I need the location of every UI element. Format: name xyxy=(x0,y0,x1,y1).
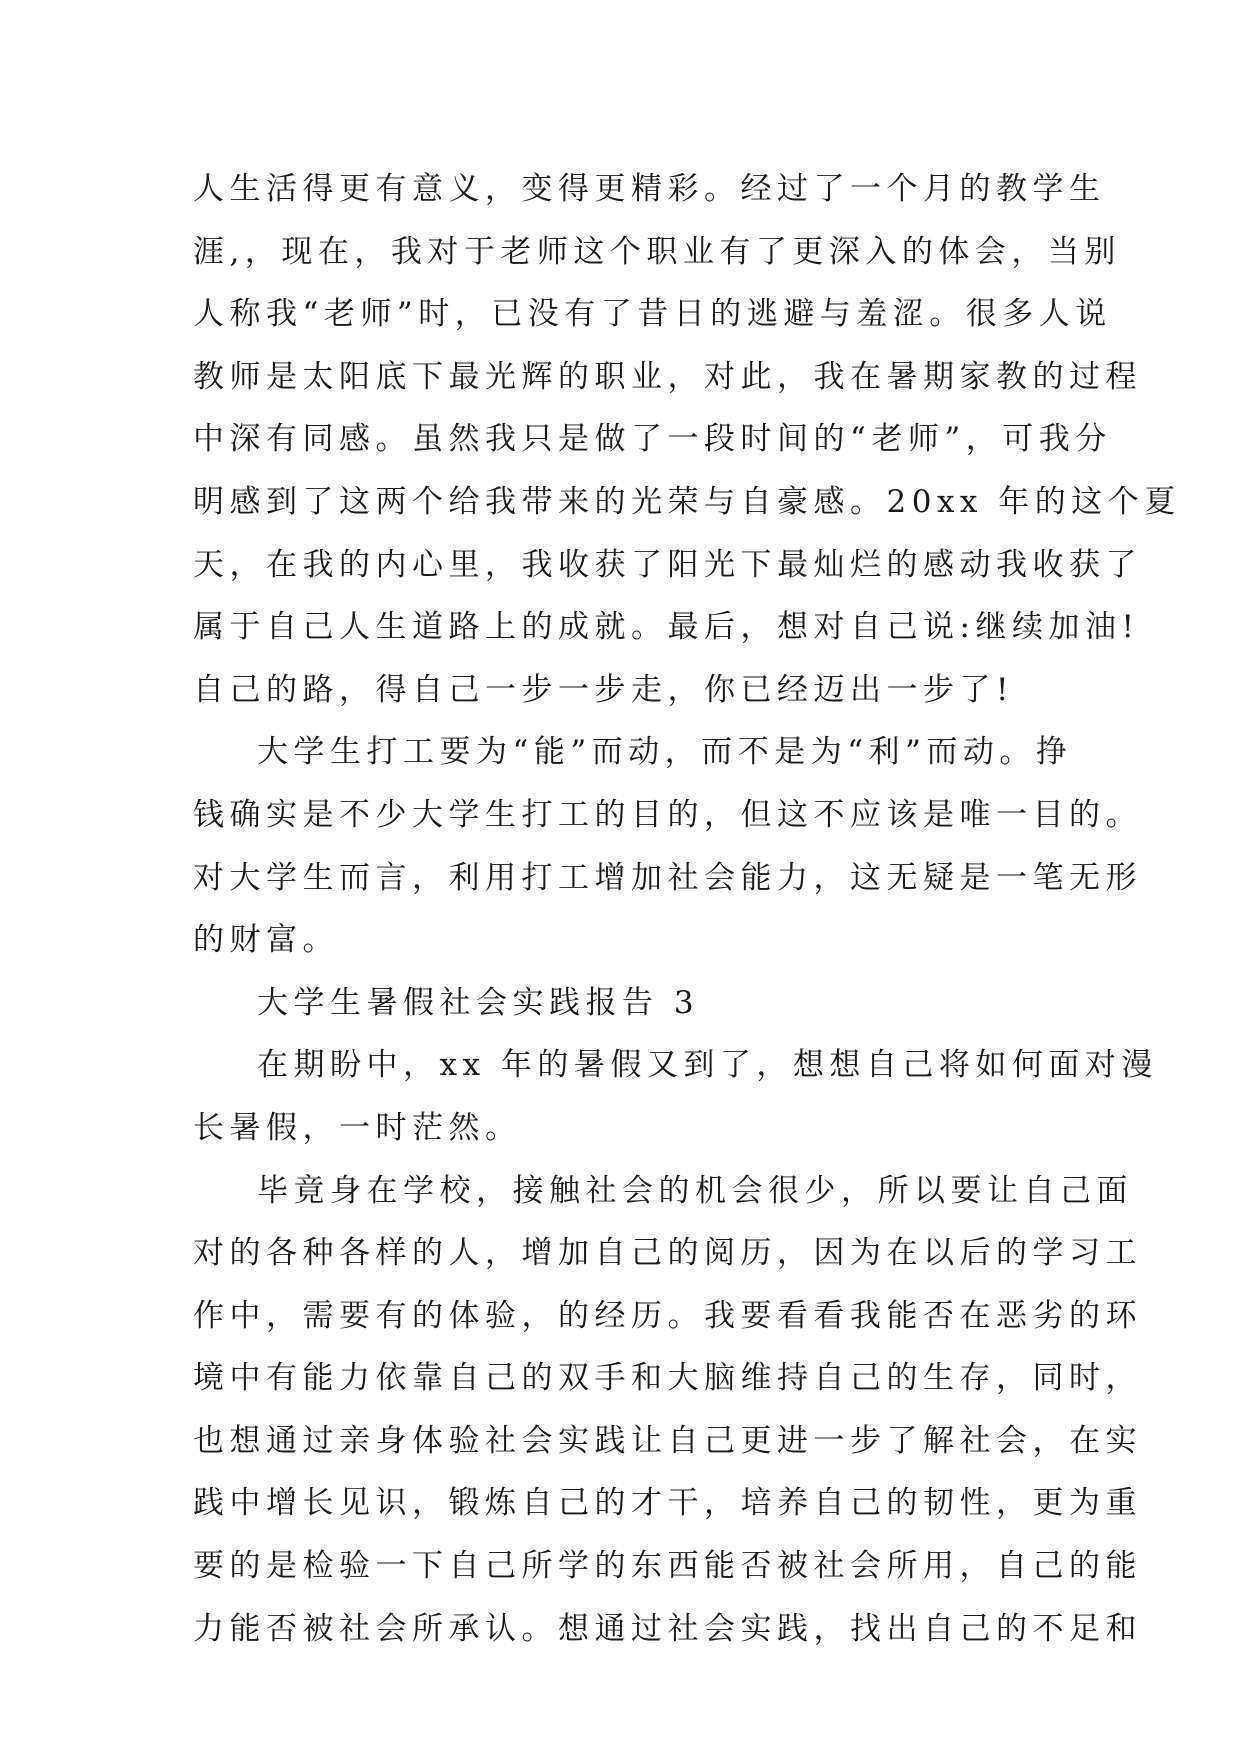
text-line: 中深有同感。虽然我只是做了一段时间的“老师”，可我分 xyxy=(193,421,1112,458)
text-line: 长暑假，一时茫然。 xyxy=(193,1109,522,1146)
text-line: 在期盼中，xx 年的暑假又到了，想想自己将如何面对漫 xyxy=(257,1047,1158,1084)
text-line: 属于自己人生道路上的成就。最后，想对自己说:继续加油! xyxy=(193,609,1140,646)
text-line: 明感到了这两个给我带来的光荣与自豪感。20xx 年的这个夏 xyxy=(193,483,1181,520)
text-line: 毕竟身在学校，接触社会的机会很少，所以要让自己面 xyxy=(257,1172,1133,1209)
text-line: 对的各种各样的人，增加自己的阅历，因为在以后的学习工 xyxy=(193,1235,1142,1272)
text-line: 自己的路，得自己一步一步走，你已经迈出一步了! xyxy=(193,671,1014,708)
text-line: 践中增长见识，锻炼自己的才干，培养自己的韧性，更为重 xyxy=(193,1485,1142,1522)
text-line: 钱确实是不少大学生打工的目的，但这不应该是唯一目的。 xyxy=(193,796,1142,833)
text-line: 天，在我的内心里，我收获了阳光下最灿烂的感动我收获了 xyxy=(193,546,1142,583)
text-line: 对大学生而言，利用打工增加社会能力，这无疑是一笔无形 xyxy=(193,859,1142,896)
text-line: 大学生暑假社会实践报告 3 xyxy=(257,984,700,1021)
text-line: 人生活得更有意义，变得更精彩。经过了一个月的教学生 xyxy=(193,171,1106,207)
text-line: 境中有能力依靠自己的双手和大脑维持自己的生存，同时， xyxy=(193,1360,1142,1397)
text-line: 大学生打工要为“能”而动，而不是为“利”而动。挣 xyxy=(257,734,1073,771)
text-line: 教师是太阳底下最光辉的职业，对此，我在暑期家教的过程 xyxy=(193,358,1142,395)
text-line: 作中，需要有的体验，的经历。我要看看我能否在恶劣的环 xyxy=(193,1297,1142,1334)
text-line: 的财富。 xyxy=(193,922,339,959)
text-line: 人称我“老师”时，已没有了昔日的逃避与羞涩。很多人说 xyxy=(193,296,1112,333)
body-text xyxy=(193,158,1181,1660)
text-line: 要的是检验一下自己所学的东西能否被社会所用，自己的能 xyxy=(193,1548,1142,1585)
text-line: 涯,，现在，我对于老师这个职业有了更深入的体会，当别 xyxy=(193,233,1121,270)
text-line: 力能否被社会所承认。想通过社会实践，找出自己的不足和 xyxy=(193,1610,1142,1647)
text-line: 也想通过亲身体验社会实践让自己更进一步了解社会，在实 xyxy=(193,1422,1142,1459)
